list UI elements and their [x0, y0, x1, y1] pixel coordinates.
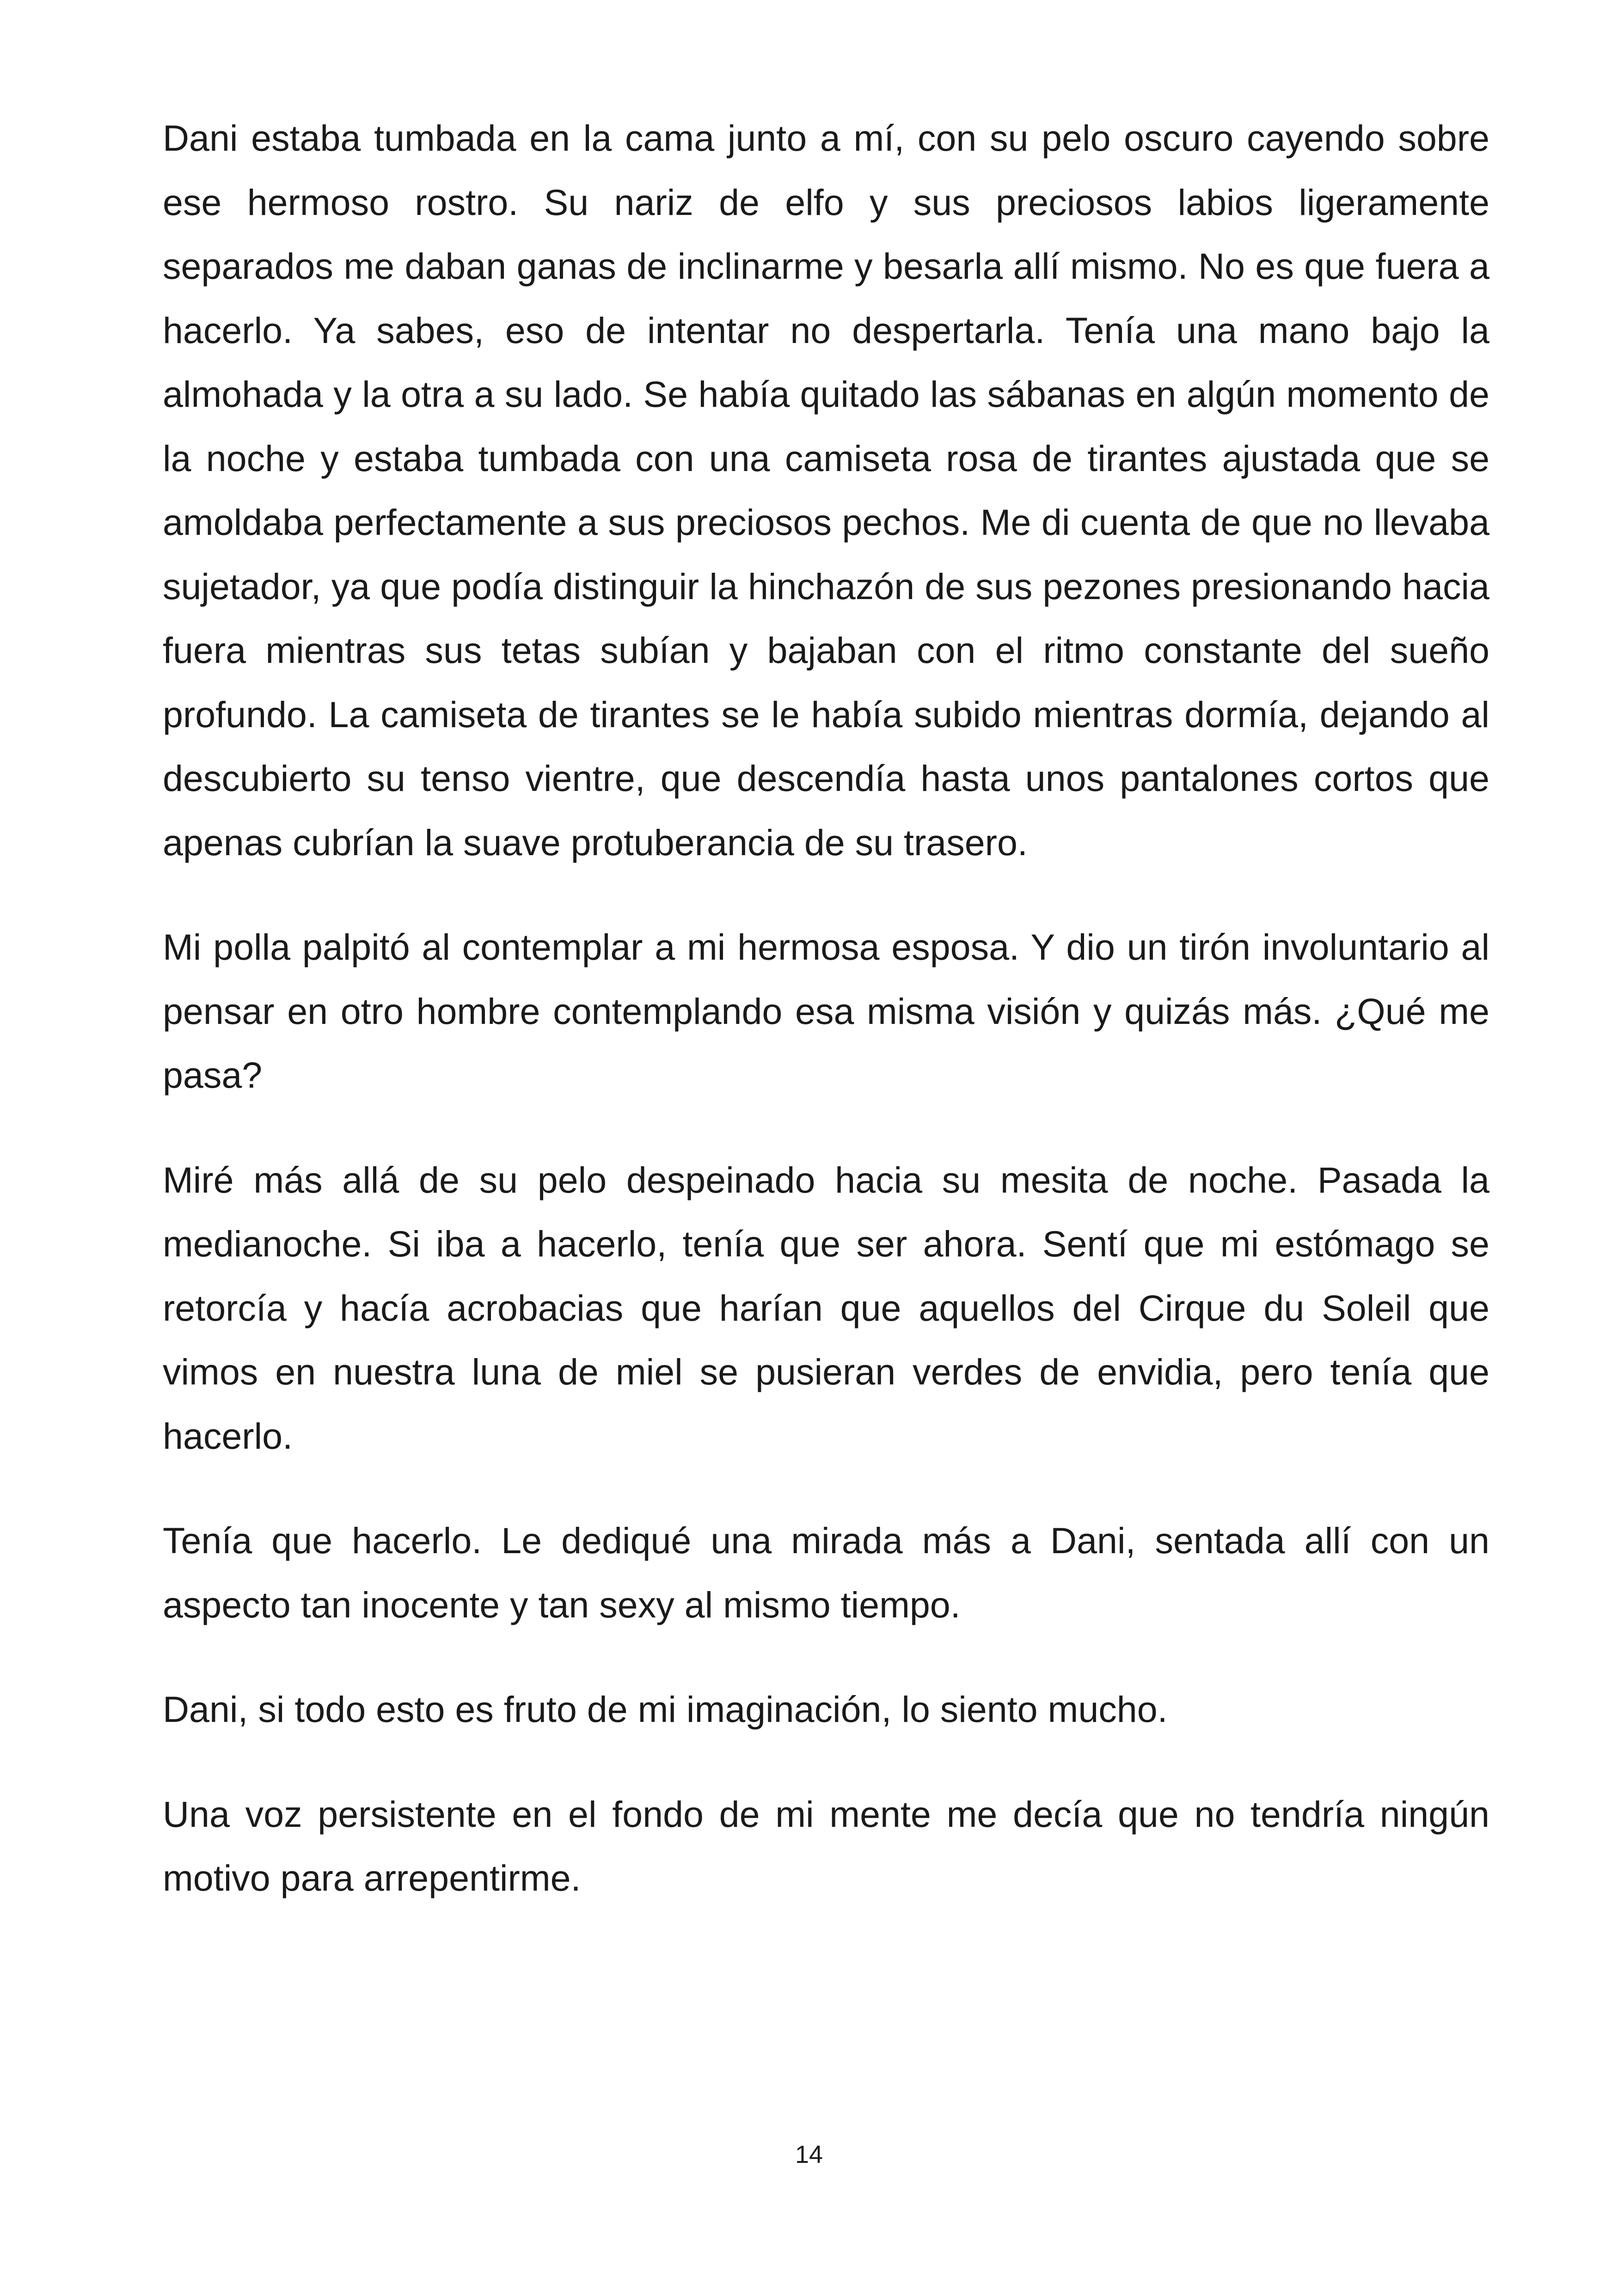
- paragraph: Mi polla palpitó al contemplar a mi hermosa esposa. Y dio un tirón involuntario al pensar en otro hombre contemplando esa misma visión y quizás más. ¿Qué me pasa?: [163, 926, 1489, 1096]
- paragraph: Dani estaba tumbada en la cama junto a mí, con su pelo oscuro cayendo sobre ese hermoso rostro. Su nariz de elfo y sus preciosos labios ligeramente separados me daban ganas de inclinarme y besarla allí mismo. No es que fuera a hacerlo. Ya sabes, eso de intentar no despertarla. Tenía una mano bajo la almohada y la otra a su lado. Se había quitado las sábanas en algún momento de la noche y estaba tumbada con una camiseta rosa de tirantes ajustada que se amoldaba perfectamente a sus preciosos pechos. Me di cuenta de que no llevaba sujetador, ya que podía distinguir la hinchazón de sus pezones presionando hacia fuera mientras sus tetas subían y bajaban con el ritmo constante del sueño profundo. La camiseta de tirantes se le había subido mientras dormía, dejando al descubierto su tenso vientre, que descendía hasta unos pantalones cortos que apenas cubrían la suave protuberancia de su trasero.: [163, 117, 1489, 863]
- body-text: [163, 106, 1489, 1951]
- paragraph: Tenía que hacerlo. Le dediqué una mirada más a Dani, sentada allí con un aspecto tan inocente y tan sexy al mismo tiempo.: [163, 1520, 1489, 1625]
- paragraph: Miré más allá de su pelo despeinado hacia su mesita de noche. Pasada la medianoche. Si iba a hacerlo, tenía que ser ahora. Sentí que mi estómago se retorcía y hacía acrobacias que harían que aquellos del Cirque du Soleil que vimos en nuestra luna de miel se pusieran verdes de envidia, pero tenía que hacerlo.: [163, 1159, 1489, 1457]
- paragraph: Dani, si todo esto es fruto de mi imaginación, lo siento mucho.: [163, 1689, 1168, 1730]
- page-number: 14: [795, 2141, 823, 2168]
- paragraph: Una voz persistente en el fondo de mi mente me decía que no tendría ningún motivo para arrepentirme.: [163, 1793, 1489, 1898]
